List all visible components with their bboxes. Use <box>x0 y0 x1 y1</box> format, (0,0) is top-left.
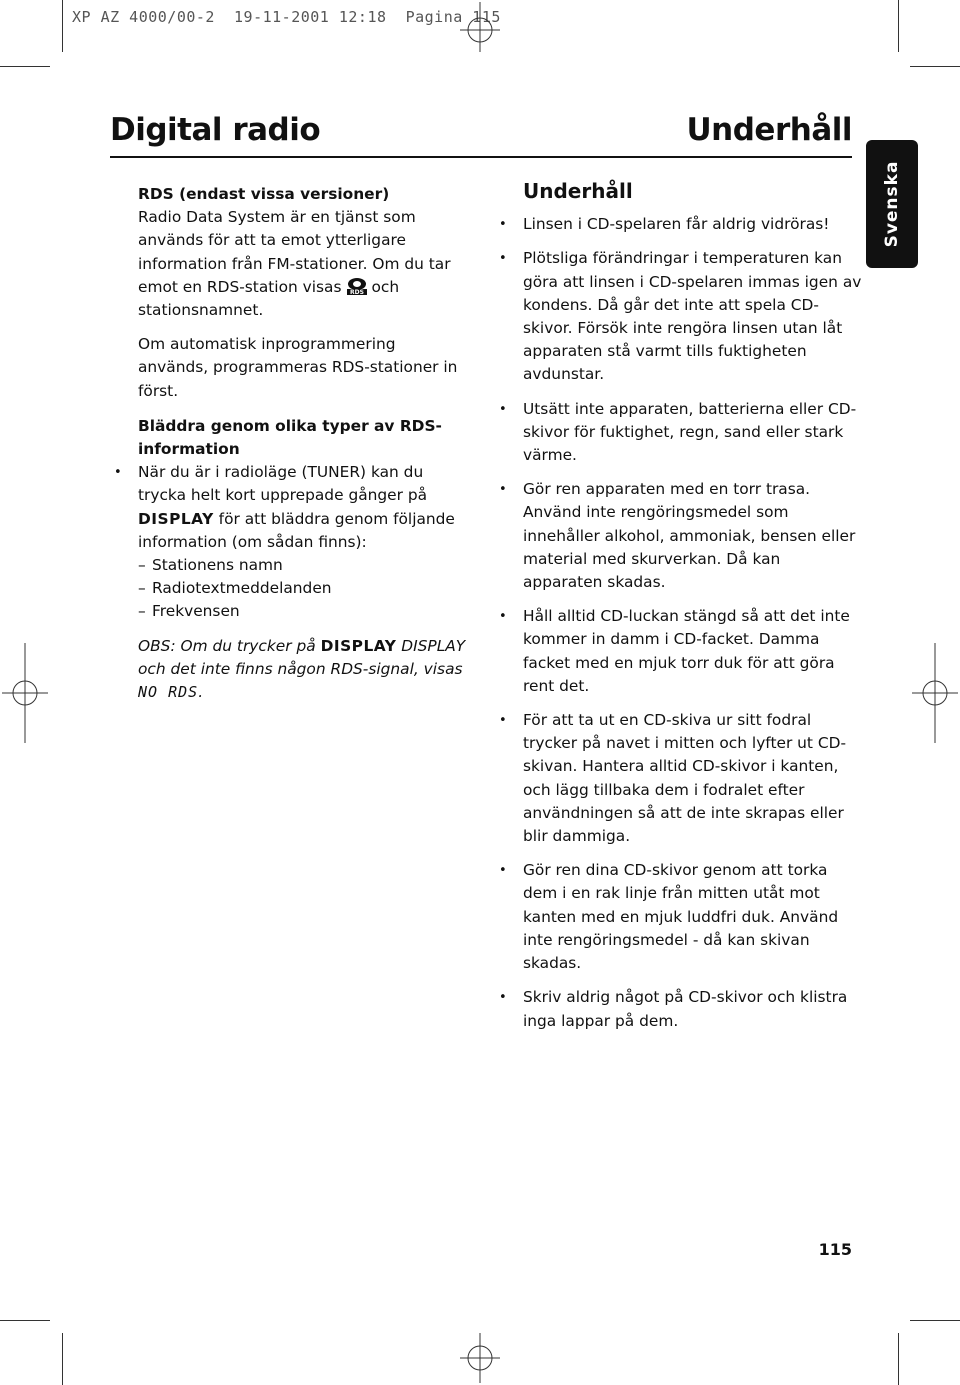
note-text-1: OBS: Om du trycker på <box>138 636 316 655</box>
maintenance-list <box>523 213 863 1033</box>
title-rule <box>110 156 852 158</box>
svg-text:RDS: RDS <box>349 288 364 295</box>
note-display-key: DISPLAY <box>320 636 397 655</box>
note-text-2: DISPLAY och det inte finns någon RDS-signal, visas <box>138 636 466 678</box>
left-column <box>138 183 468 704</box>
page-number: 115 <box>818 1240 852 1259</box>
info-item-station-name: – Stationens namn <box>138 554 468 577</box>
language-tab <box>866 140 918 268</box>
list-item: • Linsen i CD-spelaren får aldrig vidröras! <box>523 213 863 236</box>
right-column <box>523 180 863 1044</box>
display-key-label: DISPLAY <box>138 509 214 528</box>
rds-paragraph <box>138 206 468 322</box>
print-header-meta: XP AZ 4000/00-2 19-11-2001 12:18 Pagina 115 <box>72 8 501 26</box>
list-item: • Skriv aldrig något på CD-skivor och klistra inga lappar på dem. <box>523 986 863 1032</box>
rds-icon <box>346 277 368 295</box>
registration-mark-right <box>912 643 958 743</box>
browse-text-1: När du är i radioläge (TUNER) kan du trycka helt kort upprepade gånger på <box>138 463 428 505</box>
registration-mark-bottom <box>455 1333 505 1383</box>
page-title-right: Underhåll <box>686 112 852 148</box>
browse-text-2: för att bläddra genom följande information (om sådan finns): <box>138 509 455 551</box>
list-item: • Gör ren apparaten med en torr trasa. Använd inte rengöringsmedel som innehåller alkohol, ammoniak, bensen eller material med skurverkan. Då kan apparaten skadas. <box>523 478 863 594</box>
info-item-frequency: – Frekvensen <box>138 600 468 623</box>
maintenance-heading: Underhåll <box>523 179 633 203</box>
rds-heading: RDS (endast vissa versioner) <box>138 185 390 203</box>
list-item: • För att ta ut en CD-skiva ur sitt fodral trycker på navet i mitten och lyfter ut CD-skivan. Hantera alltid CD-skivor i kanten, och lägg tillbaka dem i fodralet efter användningen så att de inte skrapas eller blir dammiga. <box>523 709 863 848</box>
list-item: • Håll alltid CD-luckan stängd så att det inte kommer in damm i CD-facket. Damma facket med en mjuk torr duk för att göra rent det. <box>523 605 863 698</box>
rds-text-2: och stationsnamnet. <box>138 277 400 320</box>
auto-programming-text: Om automatisk inprogrammering används, programmeras RDS-stationer in först. <box>138 335 458 400</box>
list-item: • Gör ren dina CD-skivor genom att torka dem i en rak linje från mitten utåt mot kanten med en mjuk luddfri duk. Använd inte rengöringsmedel - då kan skivan skadas. <box>523 859 863 975</box>
list-item <box>138 461 468 554</box>
browse-heading: Bläddra genom olika typer av RDS-information <box>138 416 442 459</box>
registration-mark-top <box>455 2 505 52</box>
page-title-left: Digital radio <box>110 112 321 148</box>
info-item-radiotext: – Radiotextmeddelanden <box>138 577 468 600</box>
rds-text-1: Radio Data System är en tjänst som används för att ta emot ytterligare information från FM-stationer. Om du tar emot en RDS-station visas <box>138 208 451 296</box>
language-tab-label: Svenska <box>882 160 902 248</box>
registration-mark-left <box>2 643 48 743</box>
browse-list <box>138 461 468 554</box>
list-item: • Plötsliga förändringar i temperaturen kan göra att linsen i CD-spelaren immas igen av kondens. Då går det inte att spela CD-skivor. Försök inte rengöra linsen utan låt apparaten stå varmt tills fuktigheten avdunstar. <box>523 247 863 386</box>
note-paragraph <box>138 635 468 705</box>
lcd-no-rds: NO RDS <box>138 683 199 702</box>
list-item: • Utsätt inte apparaten, batterierna eller CD-skivor för fuktighet, regn, sand eller stark värme. <box>523 398 863 468</box>
note-end: . <box>198 683 204 702</box>
